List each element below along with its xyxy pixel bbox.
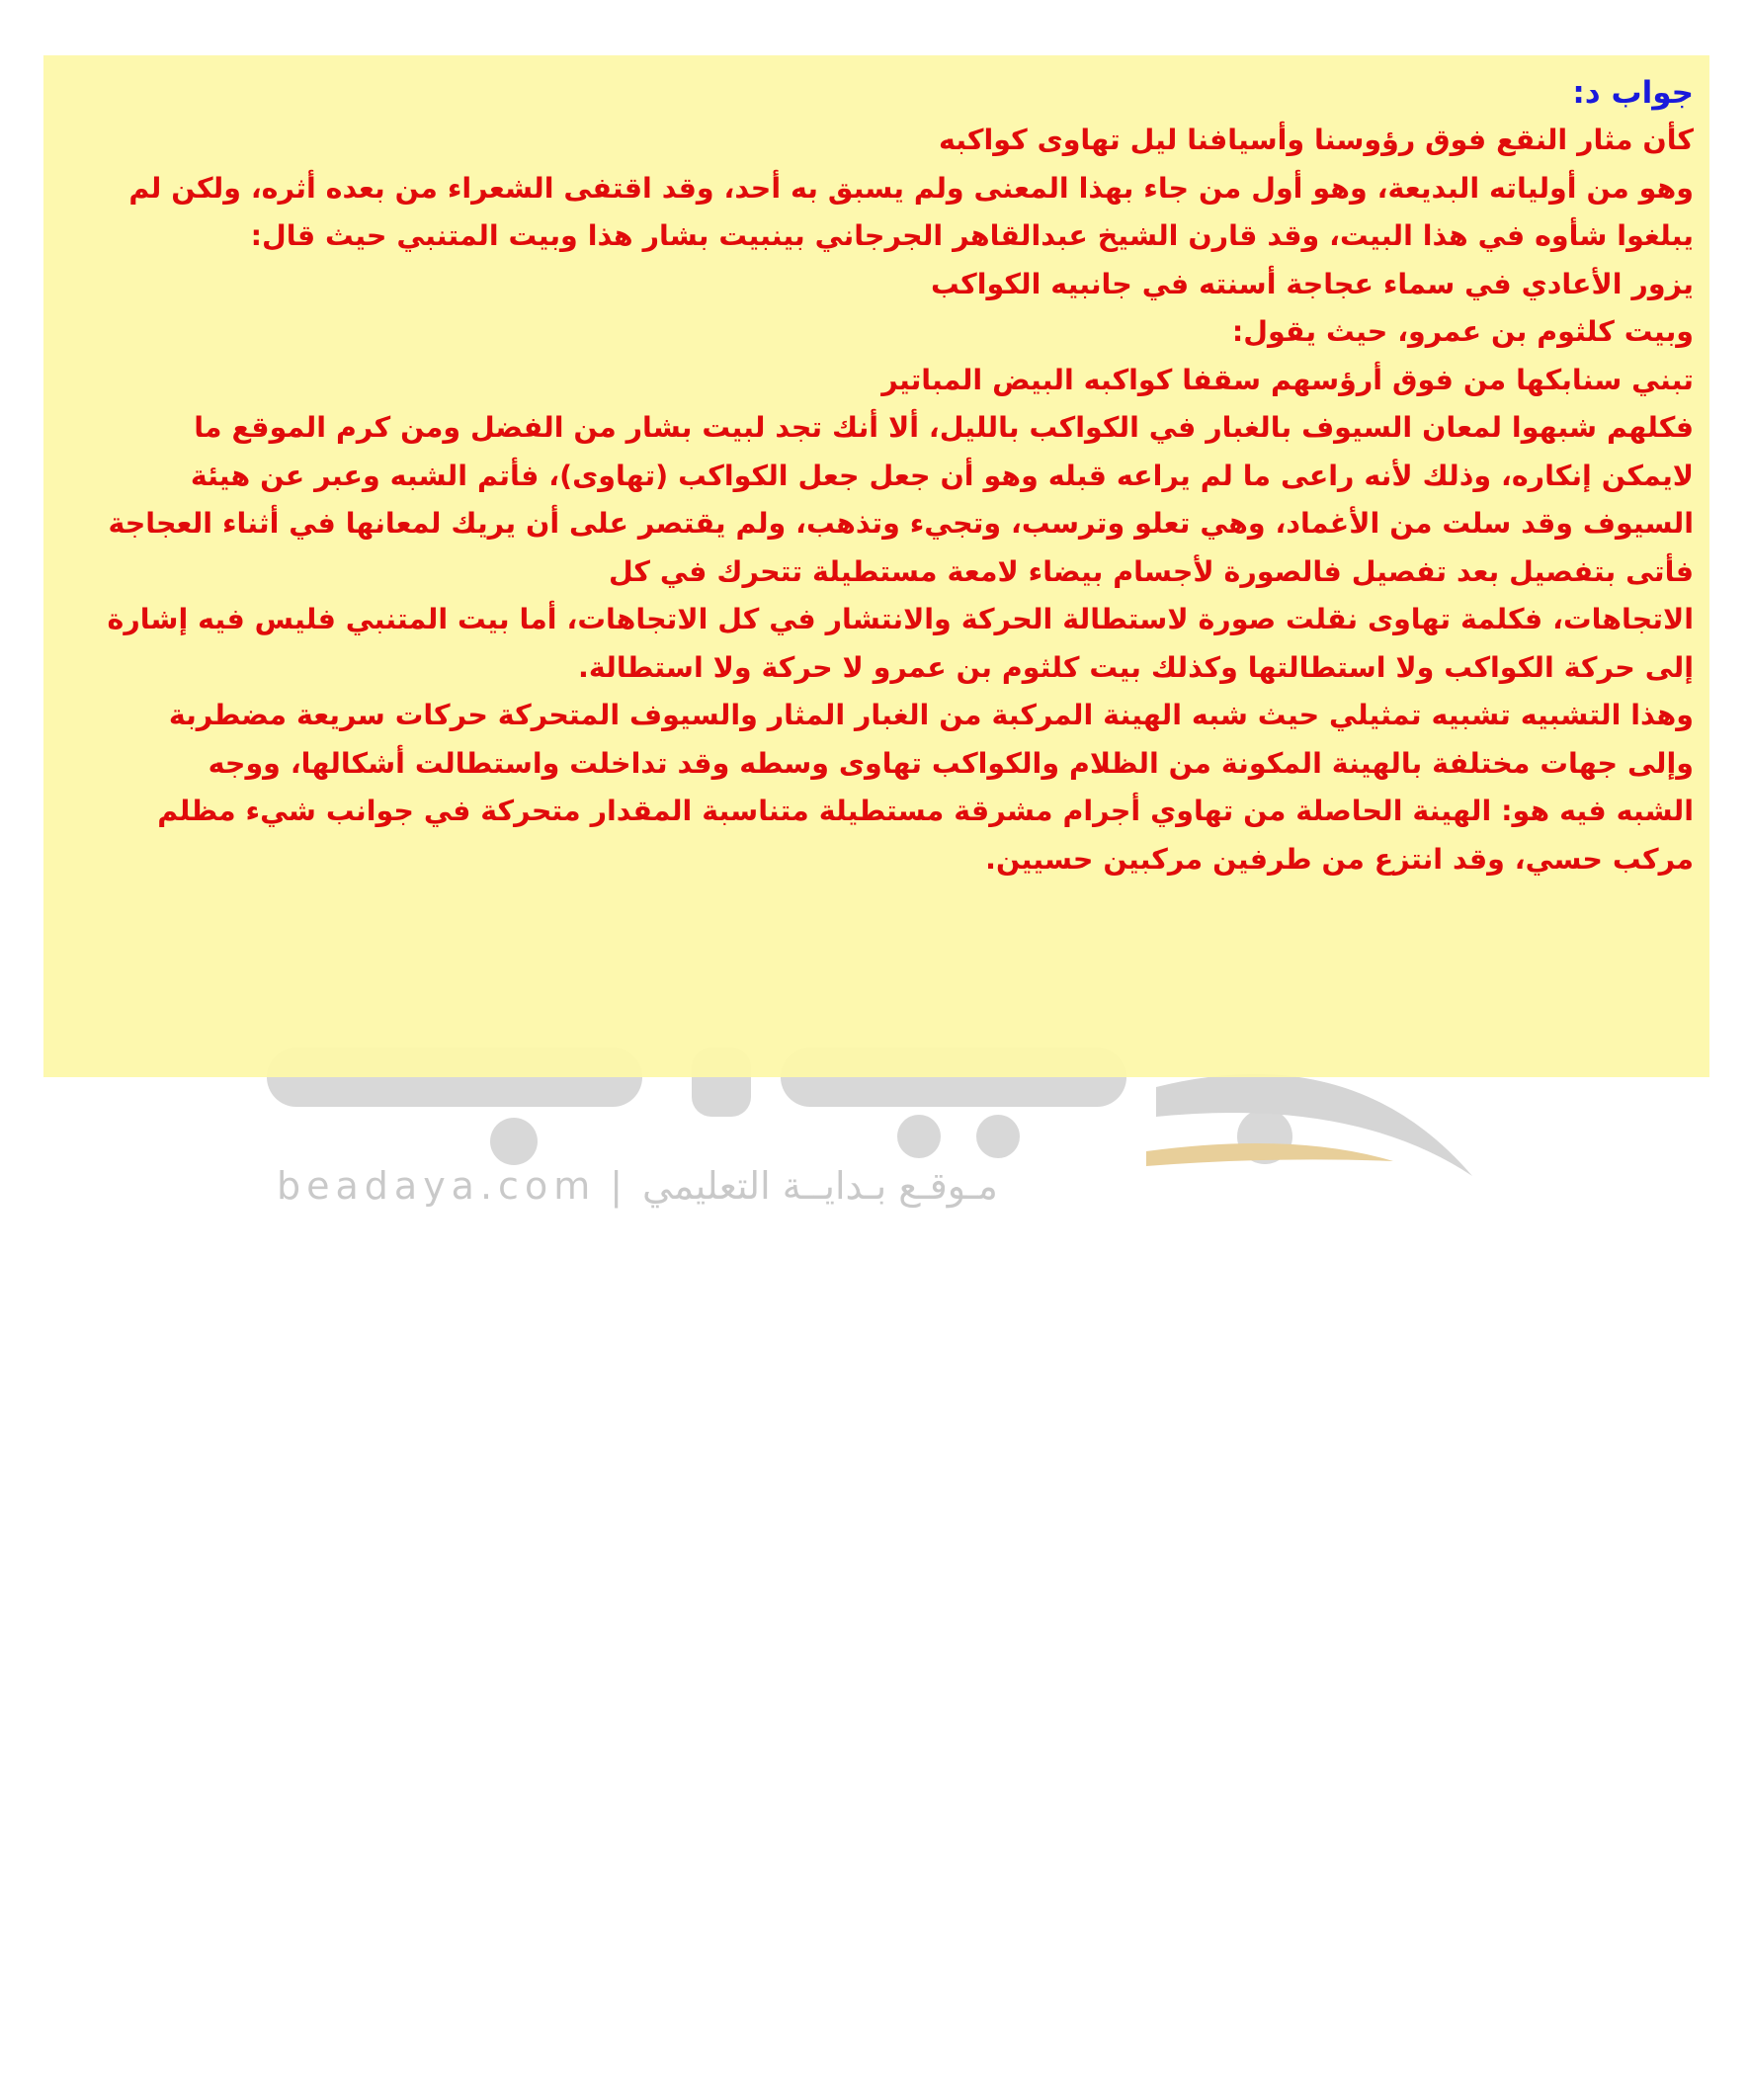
answer-line: السيوف وقد سلت من الأغماد، وهي تعلو وترسب، وتجيء وتذهب، ولم يقتصر على أن يريك لمعانها في أثناء العجاجة [108,507,1694,540]
answer-line: كأن مثار النقع فوق رؤوسنا وأسيافنا ليل تهاوى كواكبه [938,124,1694,156]
answer-heading: جواب د: [1572,75,1694,111]
answer-line: يزور الأعادي في سماء عجاجة أسنته في جانبيه الكواكب [930,267,1694,300]
watermark-separator: | [610,1164,629,1208]
answer-line: وبيت كلثوم بن عمرو، حيث يقول: [1231,315,1694,348]
answer-line: وهذا التشبيه تشبيه تمثيلي حيث شبه الهينة المركبة من الغبار المثار والسيوف المتحركة حركات سريعة مضطربة [168,699,1694,731]
watermark-caption [277,1164,1107,1223]
watermark-site-url: beadaya.com [277,1164,597,1208]
answer-box [43,55,1709,1077]
answer-line: الشبه فيه هو: الهينة الحاصلة من تهاوي أجرام مشرقة مستطيلة متناسبة المقدار متحركة في جوانب شيء مظلم [157,795,1694,827]
answer-line: يبلغوا شأوه في هذا البيت، وقد قارن الشيخ عبدالقاهر الجرجاني بينبيت بشار هذا وبيت المتنبي حيث قال: [250,219,1694,252]
answer-line: مركب حسي، وقد انتزع من طرفين مركبين حسيين. [985,842,1694,876]
answer-line: فكلهم شبهوا لمعان السيوف بالغبار في الكواكب بالليل، ألا أنك تجد لبيت بشار من الفضل ومن كرم الموقع ما [194,411,1694,444]
answer-line: الاتجاهات، فكلمة تهاوى نقلت صورة لاستطالة الحركة والانتشار في كل الاتجاهات، أما بيت المتنبي فليس فيه إشارة [107,603,1694,635]
watermark-site-name: مـوقـع بـدايــة التعليمي [642,1164,998,1208]
answer-line: فأتى بتفصيل بعد تفصيل فالصورة لأجسام بيضاء لامعة مستطيلة تتحرك في كل [608,554,1694,588]
answer-line: وهو من أولياته البديعة، وهو أول من جاء بهذا المعنى ولم يسبق به أحد، وقد اقتفى الشعراء من بعده أثره، ولكن لم [128,171,1694,205]
answer-line: تبني سنابكها من فوق أرؤسهم سقفا كواكبه البيض المباتير [881,363,1694,396]
answer-line: إلى حركة الكواكب ولا استطالتها وكذلك بيت كلثوم بن عمرو لا حركة ولا استطالة. [578,650,1694,684]
answer-line: لايمكن إنكاره، وذلك لأنه راعى ما لم يراعه قبله وهو أن جعل جعل الكواكب (تهاوى)، فأتم الشبه وعبر عن هيئة [190,459,1694,492]
answer-line: وإلى جهات مختلفة بالهينة المكونة من الظلام والكواكب تهاوى وسطه وقد تداخلت واستطالت أشكالها، ووجه [208,746,1694,780]
